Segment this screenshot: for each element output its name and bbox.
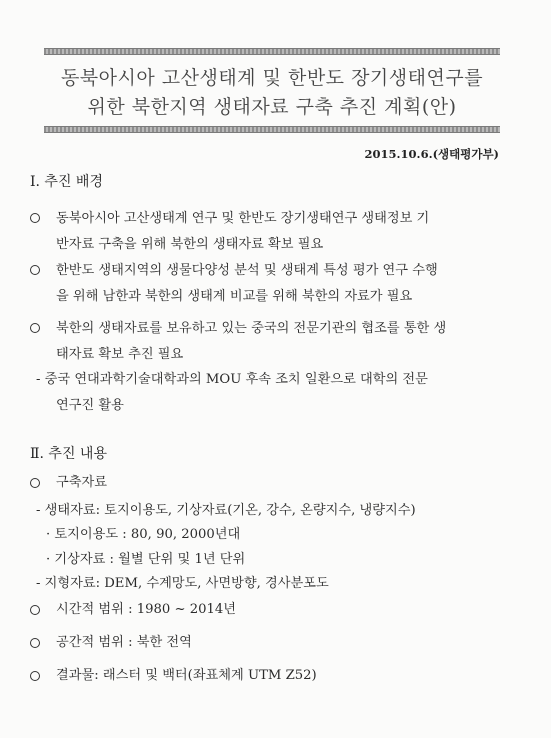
title-top-rule	[44, 48, 500, 55]
section2-land-use: · 토지이용도 : 80, 90, 2000년대	[46, 527, 241, 542]
section1-item-3	[30, 316, 500, 368]
section2-terrain: - 지형자료: DEM, 수계망도, 사면방향, 경사분포도	[36, 576, 329, 591]
circle-bullet-icon	[30, 213, 40, 223]
section1-item-2-line2: 을 위해 남한과 북한의 생태계 비교를 위해 북한의 자료가 필요	[56, 289, 413, 304]
circle-bullet-icon	[30, 671, 40, 681]
section2-item-time-range-label: 시간적 범위 : 1980 ~ 2014년	[56, 602, 237, 617]
section2-weather: · 기상자료 : 월별 단위 및 1년 단위	[46, 552, 246, 567]
circle-bullet-icon	[30, 605, 40, 615]
section1-dash-item-line2: 연구진 활용	[56, 398, 124, 413]
circle-bullet-icon	[30, 638, 40, 648]
section1-item-3-line2: 태자료 확보 추진 필요	[56, 347, 184, 362]
section2-eco-data: - 생태자료: 토지이용도, 기상자료(기온, 강수, 온량지수, 냉량지수)	[36, 503, 416, 518]
section1-item-1-line2: 반자료 구축을 위해 북한의 생태자료 확보 필요	[56, 237, 324, 252]
section1-dash-item	[36, 367, 428, 419]
circle-bullet-icon	[30, 323, 40, 333]
section2-heading: Ⅱ. 추진 내용	[30, 446, 107, 462]
document-title-line2: 위한 북한지역 생태자료 구축 추진 계획(안)	[87, 96, 457, 118]
section2-item-output	[30, 667, 500, 685]
document-date: 2015.10.6.(생태평가부)	[364, 147, 499, 161]
section2-item-data	[30, 474, 500, 492]
section1-item-1-line1: 동북아시아 고산생태계 연구 및 한반도 장기생태연구 생태정보 기	[56, 211, 430, 226]
title-bottom-rule	[44, 126, 500, 133]
circle-bullet-icon	[30, 265, 40, 275]
circle-bullet-icon	[30, 478, 40, 488]
section1-heading: Ⅰ. 추진 배경	[30, 174, 103, 190]
section2-item-data-label: 구축자료	[56, 475, 107, 490]
section2-item-output-label: 결과물: 래스터 및 백터(좌표체계 UTM Z52)	[56, 668, 317, 683]
section2-item-spatial-range	[30, 634, 500, 652]
document-title-line1: 동북아시아 고산생태계 및 한반도 장기생태연구를	[60, 67, 484, 89]
section1-dash-item-line1: - 중국 연대과학기술대학과의 MOU 후속 조치 일환으로 대학의 전문	[36, 372, 428, 387]
section1-item-2-line1: 한반도 생태지역의 생물다양성 분석 및 생태계 특성 평가 연구 수행	[56, 263, 438, 278]
section1-item-3-line1: 북한의 생태자료를 보유하고 있는 중국의 전문기관의 협조를 통한 생	[56, 321, 447, 336]
section1-item-1	[30, 206, 500, 258]
section1-item-2	[30, 258, 500, 310]
section2-item-time-range	[30, 601, 500, 619]
section2-item-spatial-range-label: 공간적 범위 : 북한 전역	[56, 635, 192, 650]
